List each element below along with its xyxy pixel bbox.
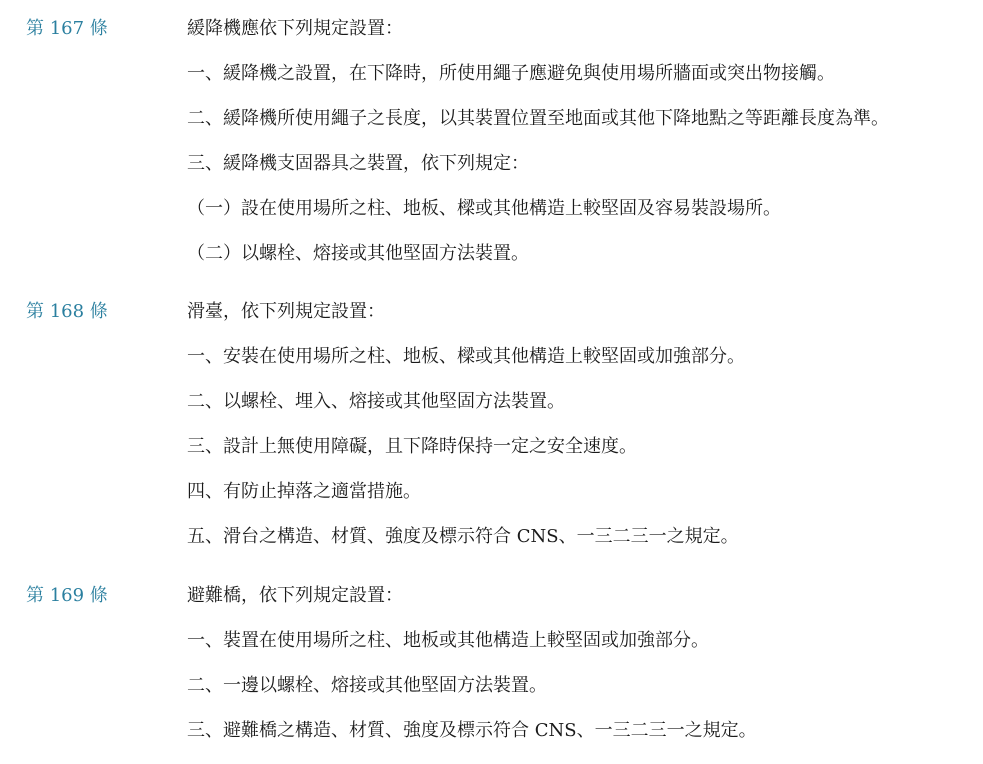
article-subitem: （一）設在使用場所之柱、地板、樑或其他構造上較堅固及容易裝設場所。 xyxy=(187,198,781,219)
article-item: 一、緩降機之設置，在下降時，所使用繩子應避免與使用場所牆面或突出物接觸。 xyxy=(187,63,835,84)
article-item: 五、滑台之構造、材質、強度及標示符合 CNS、一三二三一之規定。 xyxy=(187,526,739,547)
article-subitem: （二）以螺栓、熔接或其他堅固方法裝置。 xyxy=(187,243,529,264)
article-item: 二、緩降機所使用繩子之長度，以其裝置位置至地面或其他下降地點之等距離長度為準。 xyxy=(187,108,889,129)
article-item: 三、避難橋之構造、材質、強度及標示符合 CNS、一三二三一之規定。 xyxy=(187,720,757,741)
article-item: 一、安裝在使用場所之柱、地板、樑或其他構造上較堅固或加強部分。 xyxy=(187,346,745,367)
article-item: 一、裝置在使用場所之柱、地板或其他構造上較堅固或加強部分。 xyxy=(187,630,709,651)
article-body xyxy=(187,300,977,570)
article-title: 避難橋，依下列規定設置： xyxy=(187,585,403,606)
article-body xyxy=(187,584,977,764)
article-item: 三、設計上無使用障礙，且下降時保持一定之安全速度。 xyxy=(187,436,637,457)
article-body xyxy=(187,17,977,287)
article-item: 四、有防止掉落之適當措施。 xyxy=(187,481,421,502)
article-number[interactable]: 第 167 條 xyxy=(26,18,108,39)
article-title: 緩降機應依下列規定設置： xyxy=(187,18,403,39)
article-number[interactable]: 第 168 條 xyxy=(26,301,108,322)
article-number[interactable]: 第 169 條 xyxy=(26,585,108,606)
article-item: 二、以螺栓、埋入、熔接或其他堅固方法裝置。 xyxy=(187,391,565,412)
article-item: 二、一邊以螺栓、熔接或其他堅固方法裝置。 xyxy=(187,675,547,696)
article-title: 滑臺，依下列規定設置： xyxy=(187,301,385,322)
article-item: 三、緩降機支固器具之裝置，依下列規定： xyxy=(187,153,529,174)
